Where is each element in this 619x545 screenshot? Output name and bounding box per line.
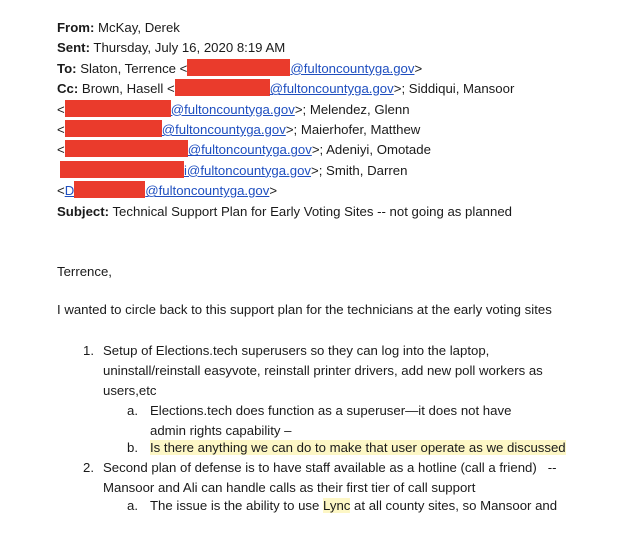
email-link-prefix[interactable]: D xyxy=(64,183,75,199)
redaction-box xyxy=(187,59,290,76)
sub-list-item xyxy=(150,438,566,458)
sent-value: Thursday, July 16, 2020 8:19 AM xyxy=(93,40,286,56)
list-number: 2. xyxy=(83,460,94,475)
email-link[interactable]: @fultoncountyga.gov xyxy=(290,60,415,76)
email-link[interactable]: i@fultoncountyga.gov xyxy=(184,162,312,178)
angle-open: < xyxy=(57,142,65,158)
redaction-box xyxy=(74,181,145,198)
redaction-box xyxy=(60,161,184,178)
highlighted-text: Lync xyxy=(323,498,351,513)
cc-siddiqui: ; Siddiqui, Mansoor xyxy=(401,81,515,97)
angle-close: > xyxy=(393,81,402,97)
subject-label: Subject: xyxy=(57,203,110,219)
cc-melendez: ; Melendez, Glenn xyxy=(302,101,410,117)
email-link[interactable]: @fultoncountyga.gov xyxy=(269,81,394,97)
angle-close: > xyxy=(414,60,423,76)
sent-line xyxy=(57,38,617,58)
subject-line xyxy=(57,202,617,222)
list-letter: a. xyxy=(127,498,138,513)
cc-line-1 xyxy=(57,79,617,99)
angle-open: < xyxy=(57,183,65,199)
cc-adeniyi: ; Adeniyi, Omotade xyxy=(319,142,431,158)
angle-close: > xyxy=(311,162,319,178)
greeting: Terrence, xyxy=(57,264,112,279)
list-number: 1. xyxy=(83,343,94,358)
redaction-box xyxy=(65,120,162,137)
from-line xyxy=(57,18,617,38)
email-link[interactable]: @fultoncountyga.gov xyxy=(187,142,312,158)
highlighted-text: Is there anything we can do to make that user operate as we discussed xyxy=(150,440,566,455)
angle-close: > xyxy=(269,183,278,199)
sent-label: Sent: xyxy=(57,40,90,56)
cc-line-4 xyxy=(57,140,617,160)
angle-close: > xyxy=(294,101,303,117)
angle-close: > xyxy=(311,142,320,158)
angle-open: < xyxy=(57,121,65,137)
sub-item-text: at all county sites, so Mansoor and xyxy=(350,498,558,513)
email-header xyxy=(57,18,617,222)
list-letter: b. xyxy=(127,440,138,455)
to-line xyxy=(57,59,617,79)
cc-brown: Brown, Hasell < xyxy=(81,81,175,97)
redaction-box xyxy=(65,140,188,157)
cc-line-2 xyxy=(57,100,617,120)
email-link[interactable]: @fultoncountyga.gov xyxy=(161,121,286,137)
cc-label: Cc: xyxy=(57,81,79,97)
redaction-box xyxy=(175,79,270,96)
to-label: To: xyxy=(57,60,77,76)
cc-smith: ; Smith, Darren xyxy=(318,162,408,178)
angle-close: > xyxy=(285,121,294,137)
from-label: From: xyxy=(57,20,95,35)
cc-line-3 xyxy=(57,120,617,140)
sub-list-item: Elections.tech does function as a superuser—it does not have admin rights capability – xyxy=(150,403,512,439)
email-link[interactable]: @fultoncountyga.gov xyxy=(170,101,295,117)
list-item: Second plan of defense is to have staff available as a hotline (call a friend) -- Mansoor and Ali can handle calls as their first tier of call support xyxy=(103,460,561,496)
angle-open: < xyxy=(57,101,65,117)
from-value: McKay, Derek xyxy=(98,20,180,35)
cc-line-6 xyxy=(57,181,617,201)
to-recipient-name: Slaton, Terrence < xyxy=(80,60,188,76)
cc-maierhofer: ; Maierhofer, Matthew xyxy=(293,121,421,137)
sub-list-item xyxy=(150,496,557,516)
list-letter: a. xyxy=(127,403,138,418)
intro-paragraph: I wanted to circle back to this support plan for the technicians at the early voting sites xyxy=(57,302,552,317)
subject-value: Technical Support Plan for Early Voting Sites -- not going as planned xyxy=(112,203,512,219)
cc-line-5 xyxy=(57,161,617,181)
redaction-box xyxy=(65,100,171,117)
list-item: Setup of Elections.tech superusers so they can log into the laptop, uninstall/reinstall easyvote, reinstall printer drivers, add new poll workers as users,etc xyxy=(103,343,543,399)
email-link[interactable]: @fultoncountyga.gov xyxy=(145,183,270,199)
sub-item-text: The issue is the ability to use xyxy=(150,498,323,513)
